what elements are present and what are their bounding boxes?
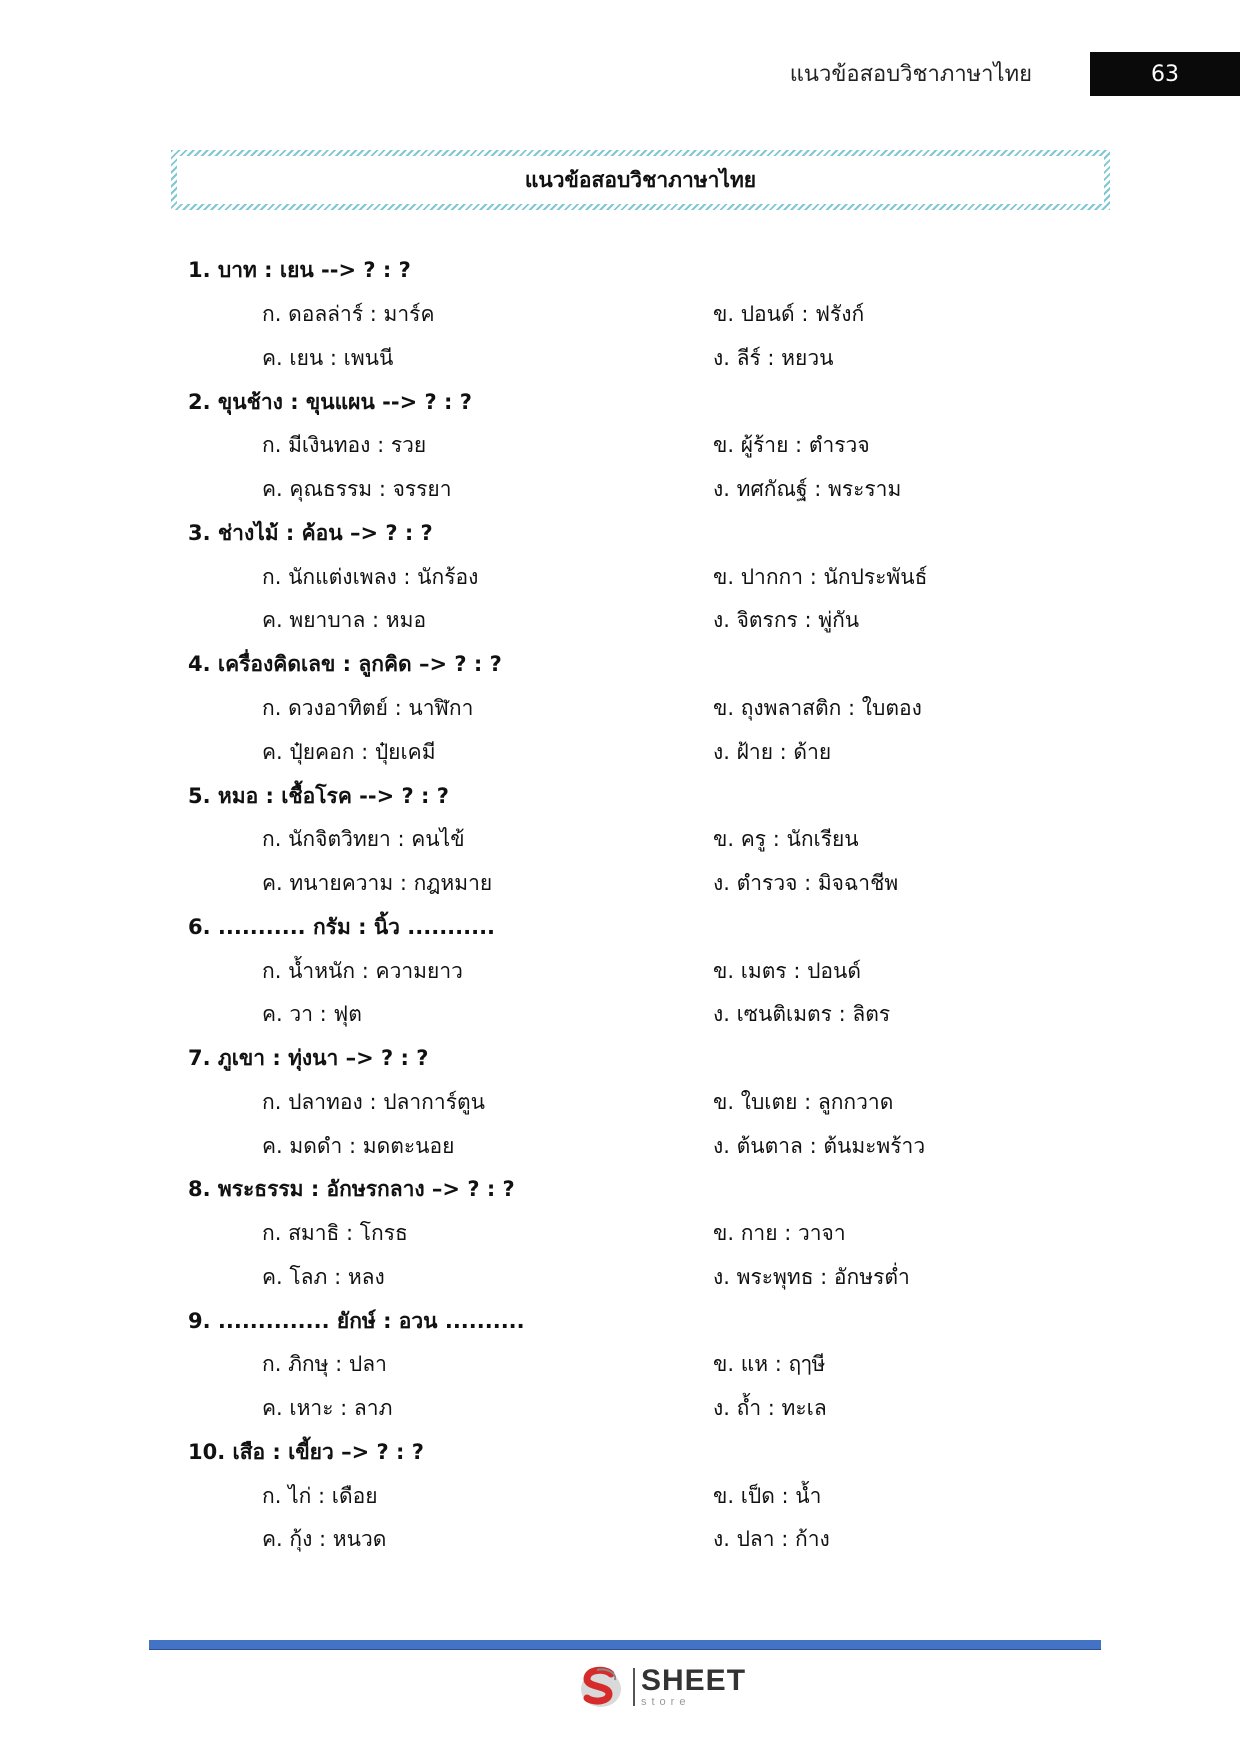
footer-divider	[149, 1640, 1101, 1650]
option-d: ง. เซนติเมตร : ลิตร	[713, 1002, 891, 1026]
question-title: 8. พระธรรม : อักษรกลาง –> ? : ?	[188, 1177, 515, 1201]
option-b: ข. แห : ฤๅษี	[713, 1352, 826, 1376]
option-a: ก. น้ำหนัก : ความยาว	[262, 959, 463, 983]
option-c: ค. ปุ๋ยคอก : ปุ๋ยเคมี	[262, 740, 436, 764]
question-title: 1. บาท : เยน --> ? : ?	[188, 258, 411, 282]
option-a: ก. นักจิตวิทยา : คนไข้	[262, 827, 465, 851]
option-b: ข. กาย : วาจา	[713, 1221, 846, 1245]
option-a: ก. มีเงินทอง : รวย	[262, 433, 427, 457]
option-b: ข. เป็ด : น้ำ	[713, 1484, 822, 1508]
logo-word: SHEET	[641, 1664, 747, 1697]
question-title: 9. .............. ยักษ์ : อวน ..........	[188, 1309, 525, 1333]
sheet-s-logo-icon	[575, 1662, 627, 1712]
option-c: ค. คุณธรรม : จรรยา	[262, 477, 452, 501]
option-a: ก. ภิกษุ : ปลา	[262, 1352, 387, 1376]
question-title: 5. หมอ : เชื้อโรค --> ? : ?	[188, 784, 449, 808]
option-b: ข. ถุงพลาสติก : ใบตอง	[713, 696, 922, 720]
option-a: ก. ไก่ : เดือย	[262, 1484, 378, 1508]
section-title-box	[171, 150, 1110, 210]
logo-subword: store	[641, 1696, 691, 1708]
option-c: ค. วา : ฟุต	[262, 1002, 362, 1026]
option-d: ง. ปลา : ก้าง	[713, 1527, 830, 1551]
page-number: 63	[1090, 52, 1240, 96]
option-d: ง. ถ้ำ : ทะเล	[713, 1396, 827, 1420]
section-title: แนวข้อสอบวิชาภาษาไทย	[177, 156, 1104, 204]
option-b: ข. ปากกา : นักประพันธ์	[713, 565, 928, 589]
option-d: ง. จิตรกร : พู่กัน	[713, 608, 860, 632]
option-d: ง. ลีร์ : หยวน	[713, 346, 834, 370]
option-c: ค. เยน : เพนนี	[262, 346, 394, 370]
question-title: 2. ขุนช้าง : ขุนแผน --> ? : ?	[188, 390, 472, 414]
option-a: ก. ดวงอาทิตย์ : นาฬิกา	[262, 696, 474, 720]
question-title: 4. เครื่องคิดเลข : ลูกคิด –> ? : ?	[188, 652, 502, 676]
option-c: ค. เหาะ : ลาภ	[262, 1396, 393, 1420]
option-b: ข. ใบเตย : ลูกกวาด	[713, 1090, 894, 1114]
option-c: ค. มดดำ : มดตะนอย	[262, 1134, 455, 1158]
option-b: ข. ผู้ร้าย : ตำรวจ	[713, 433, 870, 457]
option-c: ค. โลภ : หลง	[262, 1265, 385, 1289]
option-d: ง. ต้นตาล : ต้นมะพร้าว	[713, 1134, 926, 1158]
option-a: ก. สมาธิ : โกรธ	[262, 1221, 408, 1245]
option-a: ก. ปลาทอง : ปลาการ์ตูน	[262, 1090, 485, 1114]
question-title: 7. ภูเขา : ทุ่งนา –> ? : ?	[188, 1046, 429, 1070]
option-d: ง. ทศกัณฐ์ : พระราม	[713, 477, 902, 501]
option-c: ค. พยาบาล : หมอ	[262, 608, 427, 632]
option-a: ก. ดอลล่าร์ : มาร์ค	[262, 302, 435, 326]
question-title: 3. ช่างไม้ : ค้อน –> ? : ?	[188, 521, 433, 545]
logo-text	[641, 1666, 746, 1708]
question-title: 10. เสือ : เขี้ยว –> ? : ?	[188, 1440, 424, 1464]
option-b: ข. เมตร : ปอนด์	[713, 959, 862, 983]
option-a: ก. นักแต่งเพลง : นักร้อง	[262, 565, 479, 589]
option-b: ข. ครู : นักเรียน	[713, 827, 859, 851]
option-d: ง. พระพุทธ : อักษรต่ำ	[713, 1265, 910, 1289]
option-c: ค. ทนายความ : กฎหมาย	[262, 871, 493, 895]
logo-separator	[633, 1668, 635, 1706]
option-c: ค. กุ้ง : หนวด	[262, 1527, 387, 1551]
question-title: 6. ........... กรัม : นิ้ว ...........	[188, 915, 496, 939]
option-d: ง. ตำรวจ : มิจฉาชีพ	[713, 871, 899, 895]
option-b: ข. ปอนด์ : ฟรังก์	[713, 302, 865, 326]
running-header-title: แนวข้อสอบวิชาภาษาไทย	[789, 62, 1032, 87]
sheet-store-logo	[575, 1662, 746, 1712]
option-d: ง. ฝ้าย : ด้าย	[713, 740, 832, 764]
